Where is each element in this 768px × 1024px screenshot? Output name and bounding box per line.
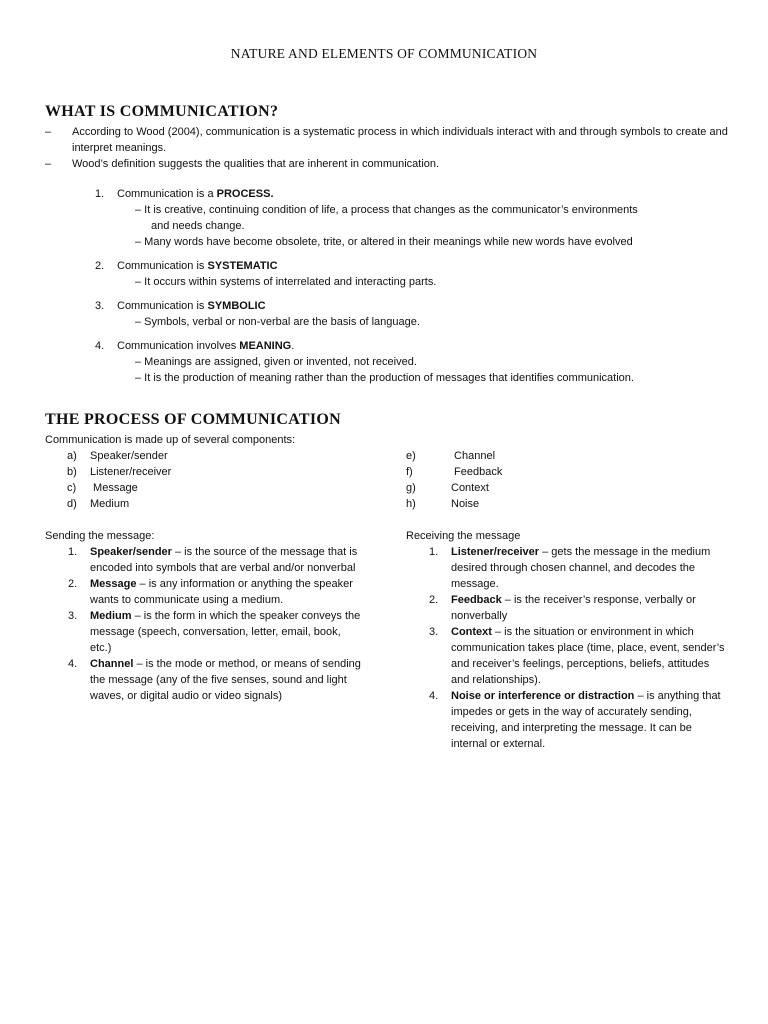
list-number-cell [406, 688, 451, 752]
quality-heading [95, 338, 735, 354]
list-number-cell [406, 592, 451, 624]
sending-item [45, 656, 365, 704]
bullet-text: Wood’s definition suggests the qualities that are inherent in communication. [72, 158, 440, 170]
item-description: – is anything that impedes or gets in the way of accurately sending, receiving, and interpreting the message. It can be internal or external. [451, 690, 721, 750]
item-description: – gets the message in the medium desired through chosen channel, and decodes the message. [451, 546, 711, 590]
item-term: Message [90, 578, 137, 590]
component-label: Context [451, 482, 489, 494]
component-letter: a) [67, 450, 77, 462]
components-left [45, 448, 171, 512]
list-number-cell [406, 624, 451, 688]
component-item [406, 496, 502, 512]
quality-item [95, 186, 735, 250]
quality-keyword: SYMBOLIC [207, 300, 266, 312]
receiving-item [406, 688, 726, 752]
receiving-list [406, 544, 726, 752]
quality-text [117, 298, 266, 314]
list-number: 1. [429, 546, 439, 558]
component-label: Speaker/sender [90, 450, 168, 462]
component-label: Listener/receiver [90, 466, 172, 478]
list-number: 2. [68, 578, 78, 590]
quality-sub-point [95, 234, 735, 250]
item-term: Speaker/sender [90, 546, 172, 558]
list-number-cell [45, 544, 90, 576]
list-number-cell [406, 544, 451, 592]
sub-point-line: – It is the production of meaning rather than the production of messages that identifies communication. [135, 372, 634, 384]
item-term: Medium [90, 610, 132, 622]
sub-point-line: – Many words have become obsolete, trite, or altered in their meanings while new words have evolved [135, 236, 633, 248]
sending-item [45, 576, 365, 608]
quality-prefix: Communication involves [117, 340, 240, 352]
component-letter: e) [406, 450, 416, 462]
sub-point-continuation: and needs change. [151, 220, 245, 232]
quality-item [95, 258, 735, 290]
list-number: 3. [95, 300, 105, 312]
bullet-item [45, 156, 735, 172]
item-term: Channel [90, 658, 134, 670]
item-description: – is the mode or method, or means of sending the message (any of the five senses, sound and light waves, or digital audio or video signals) [90, 658, 361, 702]
sub-point-line: – Meanings are assigned, given or invented, not received. [135, 356, 417, 368]
dash-marker: – [45, 158, 52, 170]
list-number: 4. [68, 658, 78, 670]
sending-column [45, 528, 365, 704]
quality-keyword: SYSTEMATIC [207, 260, 278, 272]
sub-point-line: – It occurs within systems of interrelated and interacting parts. [135, 276, 437, 288]
item-text [451, 592, 726, 624]
quality-heading [95, 258, 735, 274]
item-text [90, 544, 365, 576]
quality-text [117, 338, 294, 354]
item-description: – is the source of the message that is encoded into symbols that are verbal and/or nonverbal [90, 546, 358, 574]
quality-sub-point [95, 202, 735, 234]
section-heading: WHAT IS COMMUNICATION? [45, 103, 279, 120]
component-label: Noise [451, 498, 480, 510]
quality-prefix: Communication is a [117, 188, 217, 200]
list-number-cell [45, 608, 90, 656]
component-letter: g) [406, 482, 416, 494]
component-letter: c) [67, 482, 77, 494]
component-item [45, 464, 171, 480]
sending-item [45, 608, 365, 656]
components-list [45, 448, 735, 528]
receiving-item [406, 624, 726, 688]
quality-prefix: Communication is [117, 300, 208, 312]
quality-prefix: Communication is [117, 260, 208, 272]
item-term: Listener/receiver [451, 546, 540, 558]
component-item [45, 480, 171, 496]
receiving-item [406, 544, 726, 592]
components-intro: Communication is made up of several components: [45, 434, 296, 446]
component-item [406, 480, 502, 496]
component-letter: b) [67, 466, 77, 478]
list-number: 2. [429, 594, 439, 606]
quality-text [117, 258, 278, 274]
item-term: Feedback [451, 594, 502, 606]
list-number: 1. [68, 546, 78, 558]
list-number: 1. [95, 188, 105, 200]
receiving-column [406, 528, 726, 752]
component-item [45, 448, 171, 464]
section-process-of-communication [45, 412, 735, 528]
sub-point-line: – It is creative, continuing condition of life, a process that changes as the communicator’s environments [135, 204, 638, 216]
quality-heading [95, 298, 735, 314]
sending-list [45, 544, 365, 704]
receiving-heading: Receiving the message [406, 530, 521, 542]
item-description: – is the form in which the speaker conveys the message (speech, conversation, letter, email, book, etc.) [90, 610, 361, 654]
component-item [406, 448, 502, 464]
quality-heading [95, 186, 735, 202]
sub-point-line: – Symbols, verbal or non-verbal are the basis of language. [135, 316, 420, 328]
quality-sub-point [95, 354, 735, 370]
qualities-list [45, 186, 735, 386]
bullet-text: According to Wood (2004), communication is a systematic process in which individuals interact with and through symbols to create and interpret meanings. [72, 126, 728, 154]
list-number: 4. [429, 690, 439, 702]
component-label: Medium [90, 498, 130, 510]
item-text [451, 624, 726, 688]
quality-text [117, 186, 274, 202]
section-heading: THE PROCESS OF COMMUNICATION [45, 411, 341, 428]
item-description: – is any information or anything the speaker wants to communicate using a medium. [90, 578, 353, 606]
component-letter: f) [406, 466, 413, 478]
quality-keyword: MEANING [239, 340, 292, 352]
list-number-cell [45, 576, 90, 608]
component-item [45, 496, 171, 512]
component-letter: h) [406, 498, 416, 510]
item-text [90, 608, 365, 656]
component-item [406, 464, 502, 480]
item-text [451, 688, 726, 752]
bullet-item [45, 124, 735, 156]
components-right [406, 448, 502, 512]
item-text [90, 576, 365, 608]
quality-sub-point [95, 274, 735, 290]
list-number: 2. [95, 260, 105, 272]
item-term: Noise or interference or distraction [451, 690, 635, 702]
item-text [451, 544, 726, 592]
component-label: Feedback [451, 466, 503, 478]
list-number-cell [45, 656, 90, 704]
list-number: 3. [68, 610, 78, 622]
dash-marker: – [45, 126, 52, 138]
quality-sub-point [95, 314, 735, 330]
quality-suffix: . [291, 340, 295, 352]
quality-item [95, 338, 735, 386]
item-description: – is the situation or environment in which communication takes place (time, place, event, sender’s and receiver’s feelings, perceptions, beliefs, attitudes and relationships). [451, 626, 725, 686]
section-what-is-communication [45, 104, 735, 394]
quality-item [95, 298, 735, 330]
component-label: Channel [451, 450, 496, 462]
item-description: – is the receiver’s response, verbally or nonverbally [451, 594, 696, 622]
component-letter: d) [67, 498, 77, 510]
item-text [90, 656, 365, 704]
component-label: Message [90, 482, 138, 494]
list-number: 4. [95, 340, 105, 352]
item-term: Context [451, 626, 492, 638]
sending-heading: Sending the message: [45, 530, 155, 542]
receiving-item [406, 592, 726, 624]
sending-item [45, 544, 365, 576]
list-number: 3. [429, 626, 439, 638]
quality-keyword: PROCESS. [216, 188, 274, 200]
page-title: NATURE AND ELEMENTS OF COMMUNICATION [230, 46, 538, 61]
quality-sub-point [95, 370, 735, 386]
